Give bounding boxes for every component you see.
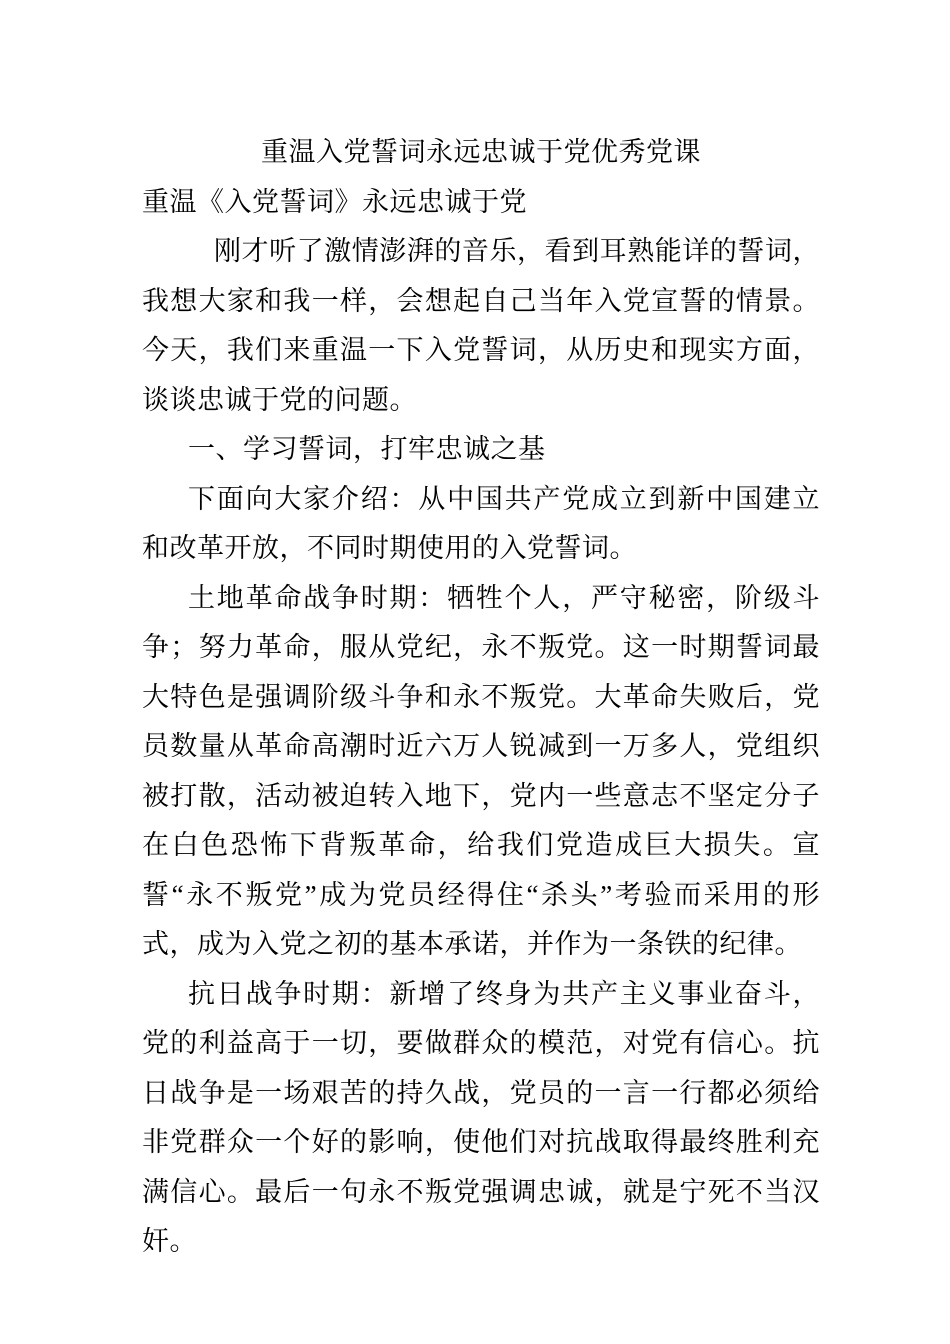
intro-paragraph: 刚才听了激情澎湃的音乐，看到耳熟能详的誓词，我想大家和我一样，会想起自己当年入党宣誓的情景。今天，我们来重温一下入党誓词，从历史和现实方面，谈谈忠诚于党的问题。 xyxy=(142,236,820,415)
subtitle: 重温《入党誓词》永远忠诚于党 xyxy=(142,186,527,217)
body-paragraph: 抗日战争时期：新增了终身为共产主义事业奋斗，党的利益高于一切，要做群众的模范，对党有信心。抗日战争是一场艰苦的持久战，党员的一言一行都必须给非党群众一个好的影响，使他们对抗战取得最终胜利充满信心。最后一句永不叛党强调忠诚，就是宁死不当汉奸。 xyxy=(142,978,820,1256)
document-title: 重温入党誓词永远忠诚于党优秀党课 xyxy=(261,137,701,167)
body-paragraph: 下面向大家介绍：从中国共产党成立到新中国建立和改革开放，不同时期使用的入党誓词。 xyxy=(142,483,820,563)
section-heading: 一、学习誓词，打牢忠诚之基 xyxy=(188,434,546,464)
body-paragraph: 土地革命战争时期：牺牲个人，严守秘密，阶级斗争；努力革命，服从党纪，永不叛党。这一时期誓词最大特色是强调阶级斗争和永不叛党。大革命失败后，党员数量从革命高潮时近六万人锐减到一万多人，党组织被打散，活动被迫转入地下，党内一些意志不坚定分子在白色恐怖下背叛革命，给我们党造成巨大损失。宣誓“永不叛党”成为党员经得住“杀头”考验而采用的形式，成为入党之初的基本承诺，并作为一条铁的纪律。 xyxy=(142,582,820,959)
paragraph-container xyxy=(142,178,820,1267)
